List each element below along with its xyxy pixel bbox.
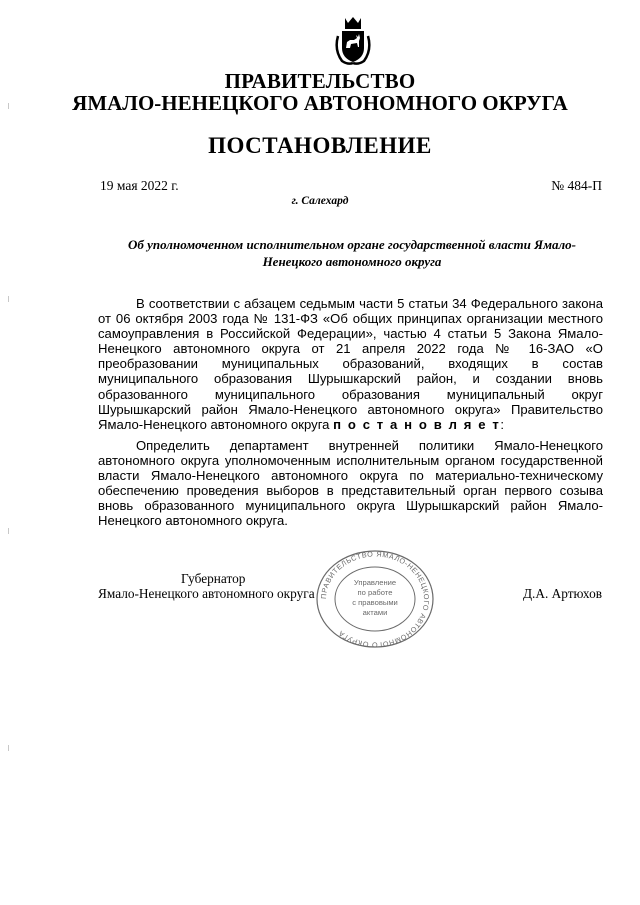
document-type-heading: ПОСТАНОВЛЕНИЕ	[208, 133, 432, 158]
coat-of-arms-emblem	[332, 16, 374, 66]
document-date: 19 мая 2022 г.	[100, 178, 179, 193]
document-city: г. Салехард	[291, 195, 349, 207]
signatory-region: Ямало-Ненецкого автономного округа	[98, 586, 315, 601]
scan-mark	[8, 103, 9, 109]
stamp-inner-line-1: Управление	[353, 578, 397, 587]
scan-mark	[8, 745, 9, 751]
signatory-title: Губернатор	[181, 571, 246, 586]
preamble-text: В соответствии с абзацем седьмым части 5 статьи 34 Федерального закона от 06 октября 2003 года № 131-ФЗ «Об общих принципах организации местного самоуправления в Российской Федерации», частью 4 статьи 5 Закона Ямало-Ненецкого автономного округа от 21 апреля 2022 года № 16-ЗАО «О преобразовании муниципальных образований, входящих в состав муниципального образования Шурышкарский район, и создании вновь образованного муниципального образования муниципальный округ Шурышкарский район Ямало-Ненецкого автономного округа» Правительство Ямало-Ненецкого автономного округа	[98, 296, 603, 432]
resolves-colon: :	[500, 416, 505, 432]
stamp-inner-line-4: актами	[362, 608, 388, 617]
stamp-inner-line-3: с правовыми	[352, 598, 398, 607]
resolves-word: п о с т а н о в л я е т	[333, 416, 501, 432]
scan-mark	[8, 296, 9, 302]
signatory-name: Д.А. Артюхов	[522, 586, 602, 601]
document-number: № 484-П	[551, 178, 602, 193]
government-subtitle: ЯМАЛО-НЕНЕЦКОГО АВТОНОМНОГО ОКРУГА	[72, 91, 568, 115]
stamp-inner-line-2: по работе	[357, 588, 393, 597]
official-stamp	[312, 548, 438, 650]
scan-mark	[8, 528, 9, 534]
preamble-paragraph	[98, 296, 603, 432]
decision-paragraph: Определить департамент внутренней политики Ямало-Ненецкого автономного округа уполномоченным исполнительным органом государственной власти Ямало-Ненецкого автономного округа по материально-техническому обеспечению проведения выборов в представительный орган первого созыва вновь образованного муниципального округа Шурышкарский район Ямало-Ненецкого автономного округа.	[98, 438, 603, 529]
government-title: ПРАВИТЕЛЬСТВО	[224, 69, 416, 93]
document-subject: Об уполномоченном исполнительном органе государственной власти Ямало-Ненецкого автономного округа	[128, 237, 576, 269]
stamp-ring-text: ПРАВИТЕЛЬСТВО ЯМАЛО-НЕНЕЦКОГО АВТОНОМНОГО ОКРУГА	[318, 549, 432, 650]
